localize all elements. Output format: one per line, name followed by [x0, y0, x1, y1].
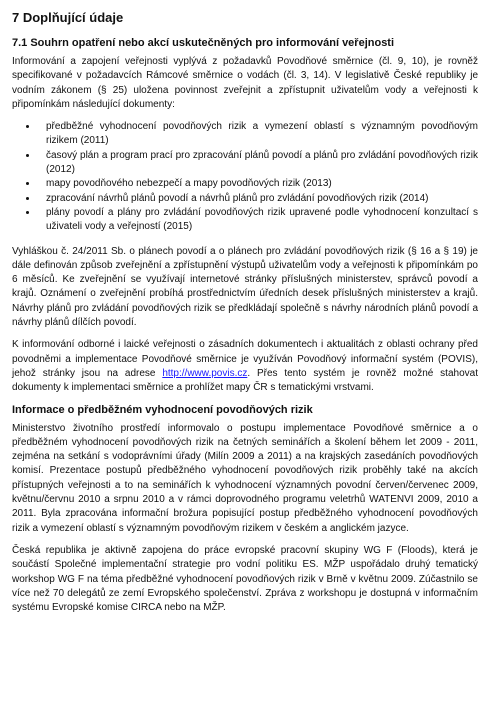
list-item: • mapy povodňového nebezpečí a mapy povodňových rizik (2013) — [38, 177, 478, 191]
list-item: • předběžné vyhodnocení povodňových rizik a vymezení oblastí s významným povodňovým rizikem (2011) — [38, 120, 478, 149]
povis-text-before: K informování odborné i laické veřejnosti o zásadních dokumentech i aktualitách z oblasti ochrany před povodněmi a implementace Povodňové směrnice je využíván Povodňový informační systém (POVIS), jehož stránky jsou na adrese — [12, 339, 478, 379]
documents-list — [12, 120, 478, 234]
list-item: • plány povodí a plány pro zvládání povodňových rizik upravené podle vyhodnocení konzultací s uživateli vody a veřejností (2015) — [38, 206, 478, 235]
ministry-paragraph: Ministerstvo životního prostředí informovalo o postupu implementace Povodňové směrnice a o předběžném vyhodnocení povodňových rizik na četných seminářích a školení během let 2009 - 2011, zejména na setkání s vodoprávními úřady (Milín 2009 a 2011) a na krajských zasedáních povodňových komisí. Prezentace postupů předběžného vyhodnocení povodňových rizik proběhly také na akcích přístupných veřejnosti a to na seminářích k vyhodnocení významných povodní červen/červenec 2009, květnu/červnu 2010 a srpnu 2010 a v rámci doprovodného programu veletrhů WATENVI 2009, 2010 a 2011. Byla zpracována informační brožura popisující postup předběžného vyhodnocení povodňových rizik a vymezení oblastí s významným povodňovým rizikem v českém a anglickém jazyce. — [12, 422, 478, 534]
subsection-title: 7.1 Souhrn opatření nebo akcí uskutečněných pro informování veřejnosti — [12, 37, 395, 49]
povis-text-after: . Přes tento systém je rovněž možné stahovat dokumenty k implementaci směrnice a prohlížet mapy ČR s tematickými vrstvami. — [12, 367, 478, 394]
povis-link[interactable]: http://www.povis.cz — [162, 367, 248, 379]
decree-paragraph: Vyhláškou č. 24/2011 Sb. o plánech povodí a o plánech pro zvládání povodňových rizik (§ 16 a § 19) je dále definován způsob zveřejnění a zpřístupnění výstupů uživatelům vody a veřejnosti k připomínkám po 6 měsíců. Ke zveřejnění se využívají internetové stránky příslušných ministerstev, správců povodí a krajů. Oznámení o zveřejnění probíhá prostřednictvím úředních desek příslušných ministerstev a krajů. Návrhy plánů pro zvládání povodňových rizik se předkládají společně s návrhy národních plánů povodí a návrhy plánů dílčích povodí. — [12, 245, 478, 329]
intro-paragraph: Informování a zapojení veřejnosti vyplývá z požadavků Povodňové směrnice (čl. 9, 10), je rovněž specifikované v požadavcích Rámcové směrnice o vodách (čl. 3, 14). V legislativě České republiky je vodním zákonem (§ 25) uložena povinnost zveřejnit a zpřístupnit uživatelům vody a veřejnosti k připomínkám následující dokumenty: — [12, 56, 478, 110]
povis-paragraph — [12, 338, 478, 395]
list-item: • časový plán a program prací pro zpracování plánů povodí a plánů pro zvládání povodňových rizik (2012) — [38, 149, 478, 178]
subheading: Informace o předběžném vyhodnocení povodňových rizik — [12, 403, 313, 416]
eu-paragraph: Česká republika je aktivně zapojena do práce evropské pracovní skupiny WG F (Floods), která je součástí Společné implementační strategie pro vodní politiku ES. MŽP uspořádalo druhý tematický workshop WG F na téma předběžné vyhodnocení povodňových rizik v Brně v květnu 2009. Zúčastnilo se více než 70 delegátů ze zemí Evropského společenství. Zpráva z workshopu je dostupná v informačním systému Evropské komise CIRCA nebo na MŽP. — [12, 544, 478, 614]
list-item: • zpracování návrhů plánů povodí a návrhů plánů pro zvládání povodňových rizik (2014) — [38, 192, 478, 206]
section-title: 7 Doplňující údaje — [12, 10, 124, 25]
